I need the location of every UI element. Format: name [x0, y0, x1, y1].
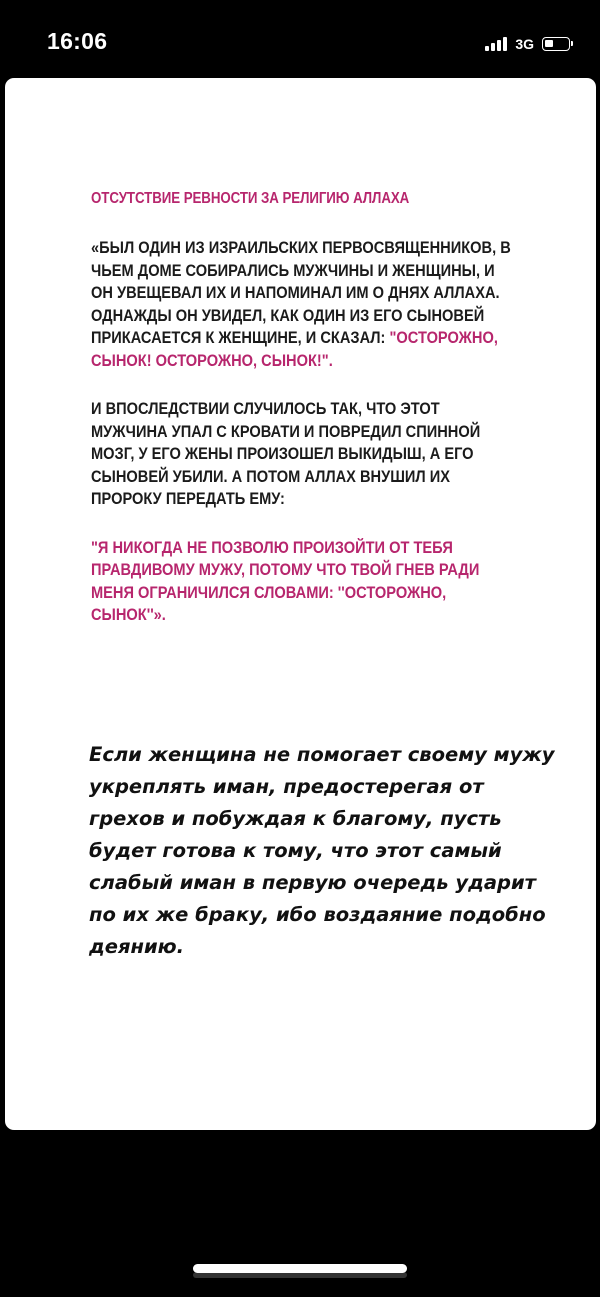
post-paragraph-2: И ВПОСЛЕДСТВИИ СЛУЧИЛОСЬ ТАК, ЧТО ЭТОТ МУЖЧИНА УПАЛ С КРОВАТИ И ПОВРЕДИЛ СПИННОЙ МОЗГ, У ЕГО ЖЕНЫ ПРОИЗОШЕЛ ВЫКИДЫШ, А ЕГО СЫНОВЕЙ УБИЛИ. А ПОТОМ АЛЛАХ ВНУШИЛ ИХ ПРОРОКУ ПЕРЕДАТЬ ЕМУ:	[91, 399, 481, 508]
status-bar	[0, 0, 600, 80]
paragraph-1-text: «БЫЛ ОДИН ИЗ ИЗРАИЛЬСКИХ ПЕРВОСВЯЩЕННИКОВ, В ЧЬЕМ ДОМЕ СОБИРАЛИСЬ МУЖЧИНЫ И ЖЕНЩИНЫ, И ОН УВЕЩЕВАЛ ИХ И НАПОМИНАЛ ИМ О ДНЯХ АЛЛАХА. ОДНАЖДЫ ОН УВИДЕЛ, КАК ОДИН ИЗ ЕГО СЫНОВЕЙ ПРИКАСАЕТСЯ К ЖЕНЩИНЕ, И СКАЗАЛ:	[91, 238, 511, 347]
post-paragraph-1	[91, 237, 517, 372]
post-heading: ОТСУТСТВИЕ РЕВНОСТИ ЗА РЕЛИГИЮ АЛЛАХА	[91, 190, 410, 207]
battery-icon	[542, 37, 570, 51]
post-content	[91, 190, 531, 627]
paragraph-1-quote: "ОСТОРОЖНО, СЫНОК! ОСТОРОЖНО, СЫНОК!".	[91, 328, 498, 370]
home-indicator[interactable]	[193, 1264, 407, 1273]
signal-bars-icon	[485, 37, 509, 51]
status-indicators	[485, 34, 570, 54]
network-type-label: 3G	[515, 36, 534, 52]
post-paragraph-3-quote: "Я НИКОГДА НЕ ПОЗВОЛЮ ПРОИЗОЙТИ ОТ ТЕБЯ ПРАВДИВОМУ МУЖУ, ПОТОМУ ЧТО ТВОЙ ГНЕВ РАДИ МЕНЯ ОГРАНИЧИЛСЯ СЛОВАМИ: ''ОСТОРОЖНО, СЫНОК''».	[91, 537, 480, 624]
story-card[interactable]	[5, 78, 596, 1130]
status-time: 16:06	[47, 28, 108, 54]
post-conclusion: Если женщина не помогает своему мужу укреплять иман, предостерегая от грехов и побуждая к благому, пусть будет готова к тому, что этот самый слабый иман в первую очередь ударит по их же браку, ибо воздаяние подобно деянию.	[89, 743, 555, 958]
